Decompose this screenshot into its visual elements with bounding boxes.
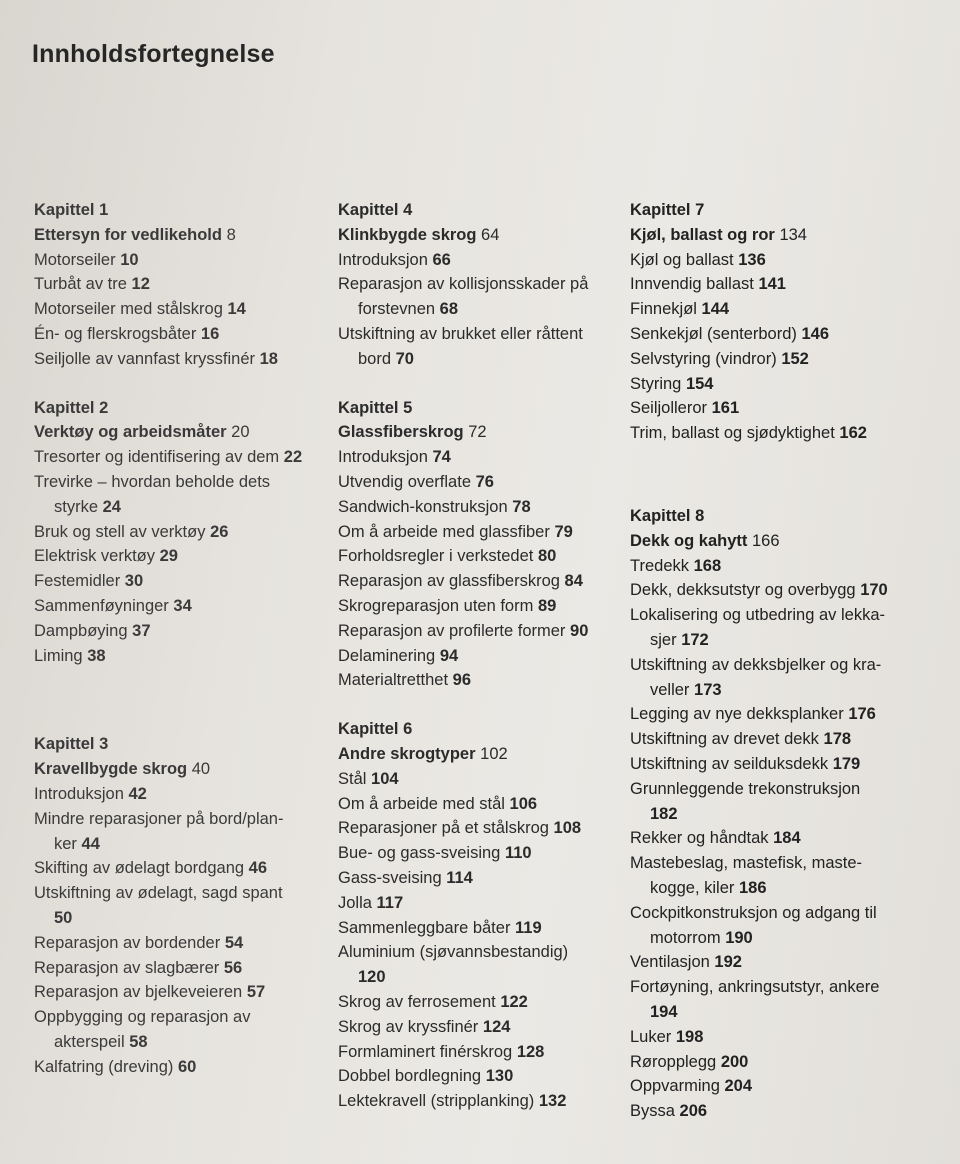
toc-entry-text: Trevirke – hvordan beholde dets bbox=[34, 472, 271, 491]
chapter-label: Kapittel 8 bbox=[630, 506, 705, 525]
toc-entry-continuation bbox=[338, 965, 618, 990]
toc-entry-text: Senkekjøl (senterbord) bbox=[630, 324, 797, 343]
toc-entry-text-continued: sjer bbox=[650, 630, 677, 649]
toc-entry-text: Formlaminert finérskrog bbox=[338, 1042, 513, 1061]
toc-entry[interactable] bbox=[34, 1055, 324, 1080]
toc-entry-page-number: 178 bbox=[823, 730, 852, 749]
chapter-title bbox=[34, 757, 324, 782]
toc-entry[interactable] bbox=[34, 594, 324, 619]
toc-entry-continuation bbox=[630, 926, 930, 951]
chapter-title-text: Dekk og kahytt bbox=[630, 531, 748, 550]
toc-entry-text: Kjøl og ballast bbox=[630, 250, 734, 269]
toc-entry-text: Introduksjon bbox=[34, 784, 124, 803]
toc-entry[interactable] bbox=[338, 916, 618, 941]
toc-entry-continuation bbox=[34, 906, 324, 931]
chapter-title-text: Verktøy og arbeidsmåter bbox=[34, 423, 227, 442]
toc-entry[interactable] bbox=[34, 445, 324, 470]
toc-entry[interactable] bbox=[338, 619, 618, 644]
toc-entry-text: Reparasjon av kollisjonsskader på bbox=[338, 275, 589, 294]
chapter-label: Kapittel 3 bbox=[34, 735, 109, 754]
toc-entry[interactable] bbox=[338, 644, 618, 669]
toc-entry-page-number: 18 bbox=[259, 349, 278, 368]
toc-entry[interactable] bbox=[338, 1040, 618, 1065]
chapter-label: Kapittel 7 bbox=[630, 201, 705, 219]
toc-entry-page-number: 66 bbox=[432, 250, 451, 269]
chapter-title-text: Ettersyn for vedlikehold bbox=[34, 225, 222, 244]
toc-entry[interactable] bbox=[338, 470, 618, 495]
toc-entry-page-number: 60 bbox=[178, 1057, 197, 1076]
toc-entry-page-number: 10 bbox=[120, 250, 139, 269]
toc-entry[interactable] bbox=[630, 297, 930, 322]
toc-entry-text: Byssa bbox=[630, 1102, 675, 1121]
toc-entry[interactable] bbox=[338, 668, 618, 693]
toc-entry-text: Utskiftning av dekksbjelker og kra- bbox=[630, 655, 882, 674]
toc-entry-text: Dampbøying bbox=[34, 621, 128, 640]
chapter-title-text: Glassfiberskrog bbox=[338, 423, 464, 442]
toc-entry[interactable] bbox=[34, 1005, 324, 1055]
toc-entry-text: Sammenføyninger bbox=[34, 596, 169, 615]
toc-entry-text: Tredekk bbox=[630, 556, 689, 575]
toc-entry-text: Utvendig overflate bbox=[338, 472, 471, 491]
toc-column-1 bbox=[34, 198, 324, 1080]
chapter-title-text: Klinkbygde skrog bbox=[338, 225, 477, 244]
toc-entry-text: Skrogreparasjon uten form bbox=[338, 596, 534, 615]
chapter-page-number: 102 bbox=[480, 744, 508, 763]
toc-entry-text: Lokalisering og utbedring av lekka- bbox=[630, 606, 885, 625]
toc-entry-continuation bbox=[630, 628, 930, 653]
toc-entry-page-number: 172 bbox=[681, 630, 709, 649]
toc-entry-text: Én- og flerskrogsbåter bbox=[34, 324, 197, 343]
chapter-label: Kapittel 6 bbox=[338, 720, 413, 739]
toc-entry-page-number: 57 bbox=[246, 983, 266, 1002]
chapter-block bbox=[338, 717, 618, 1114]
toc-entry-page-number: 152 bbox=[781, 349, 809, 368]
toc-entry-page-number: 146 bbox=[801, 324, 830, 343]
toc-entry-page-number: 130 bbox=[485, 1067, 514, 1086]
toc-entry-page-number: 200 bbox=[720, 1052, 749, 1071]
chapter-title bbox=[338, 223, 618, 248]
toc-entry-text: Bue- og gass-sveising bbox=[338, 844, 501, 863]
toc-entry[interactable] bbox=[630, 248, 930, 273]
chapter-label: Kapittel 5 bbox=[338, 398, 413, 417]
toc-entry-text: Fortøyning, ankringsutstyr, ankere bbox=[630, 978, 880, 997]
toc-entry-text: Bruk og stell av verktøy bbox=[34, 522, 206, 541]
toc-entry[interactable] bbox=[338, 569, 618, 594]
toc-entry[interactable] bbox=[338, 1089, 618, 1114]
chapter-title-text: Kravellbygde skrog bbox=[34, 760, 188, 779]
toc-entry[interactable] bbox=[630, 727, 930, 752]
toc-entry-page-number: 58 bbox=[129, 1032, 148, 1051]
chapter-block bbox=[34, 198, 324, 372]
toc-entry-continuation bbox=[630, 876, 930, 901]
toc-entry-page-number: 206 bbox=[679, 1102, 708, 1121]
toc-entry-text: Utskiftning av seilduksdekk bbox=[630, 754, 829, 773]
toc-entry-text-continued: styrke bbox=[54, 497, 99, 516]
toc-entry[interactable] bbox=[630, 1050, 930, 1075]
toc-entry[interactable] bbox=[630, 653, 930, 703]
chapter-page-number: 64 bbox=[481, 225, 500, 244]
toc-entry-text: Kalfatring (dreving) bbox=[34, 1057, 174, 1076]
toc-entry-text: Reparasjon av profilerte former bbox=[338, 621, 566, 640]
toc-entry-text: Seiljolleror bbox=[630, 399, 708, 418]
toc-entry-page-number: 186 bbox=[738, 878, 767, 897]
toc-entry[interactable] bbox=[338, 767, 618, 792]
toc-entry-page-number: 194 bbox=[650, 1002, 678, 1021]
toc-entry-page-number: 46 bbox=[248, 859, 268, 878]
toc-entry-text: Sammenleggbare båter bbox=[338, 918, 511, 937]
toc-entry-text: Turbåt av tre bbox=[34, 275, 127, 294]
toc-entry[interactable] bbox=[630, 347, 930, 372]
toc-entry[interactable] bbox=[34, 520, 324, 545]
toc-entry-text: Legging av nye dekksplanker bbox=[630, 705, 844, 724]
toc-entry-page-number: 108 bbox=[553, 819, 582, 838]
toc-entry-page-number: 56 bbox=[223, 958, 243, 977]
toc-entry[interactable] bbox=[34, 980, 324, 1005]
toc-entry-page-number: 128 bbox=[516, 1042, 545, 1061]
toc-entry-page-number: 34 bbox=[173, 596, 192, 615]
toc-entry[interactable] bbox=[34, 248, 324, 273]
toc-entry-page-number: 106 bbox=[509, 794, 538, 813]
chapter-title bbox=[34, 223, 324, 248]
toc-entry[interactable] bbox=[34, 569, 324, 594]
toc-entry[interactable] bbox=[34, 470, 324, 520]
toc-entry[interactable] bbox=[630, 421, 930, 446]
toc-entry-text-continued: veller bbox=[650, 680, 690, 699]
toc-entry-continuation bbox=[338, 347, 618, 372]
toc-entry-page-number: 122 bbox=[500, 992, 528, 1011]
toc-entry-continuation bbox=[34, 832, 324, 857]
toc-entry[interactable] bbox=[34, 782, 324, 807]
toc-entry-continuation bbox=[34, 495, 324, 520]
toc-entry-page-number: 141 bbox=[758, 275, 786, 294]
chapter-block bbox=[338, 198, 618, 372]
toc-entry-text-continued: akterspeil bbox=[54, 1032, 125, 1051]
chapter-title bbox=[338, 420, 618, 445]
chapter-label: Kapittel 1 bbox=[34, 201, 109, 219]
toc-entry-page-number: 79 bbox=[554, 522, 573, 541]
toc-entry-page-number: 136 bbox=[738, 250, 766, 269]
toc-entry[interactable] bbox=[338, 520, 618, 545]
toc-entry-page-number: 94 bbox=[439, 646, 459, 665]
toc-entry[interactable] bbox=[338, 1015, 618, 1040]
toc-entry-text-continued: forstevnen bbox=[358, 300, 436, 319]
toc-entry[interactable] bbox=[338, 1064, 618, 1089]
toc-entry-text: Oppbygging og reparasjon av bbox=[34, 1008, 251, 1027]
toc-entry[interactable] bbox=[630, 1074, 930, 1099]
toc-entry[interactable] bbox=[338, 940, 618, 990]
toc-entry-text-continued: kogge, kiler bbox=[650, 878, 735, 897]
toc-entry-page-number: 76 bbox=[475, 472, 494, 491]
toc-entry-page-number: 80 bbox=[537, 547, 557, 566]
toc-entry-text: Reparasjon av bjelkeveieren bbox=[34, 983, 243, 1002]
toc-entry[interactable] bbox=[338, 272, 618, 322]
toc-entry-page-number: 184 bbox=[773, 829, 801, 848]
toc-entry-text: Motorseiler bbox=[34, 250, 116, 269]
toc-entry-text: Luker bbox=[630, 1027, 672, 1046]
toc-entry-text: Aluminium (sjøvannsbestandig) bbox=[338, 943, 569, 962]
toc-entry-page-number: 119 bbox=[515, 918, 542, 937]
chapter-page-number: 72 bbox=[468, 423, 487, 442]
toc-entry[interactable] bbox=[338, 495, 618, 520]
chapter-title bbox=[630, 223, 930, 248]
toc-entry-text: Delaminering bbox=[338, 646, 436, 665]
toc-entry-text: Skrog av kryssfinér bbox=[338, 1017, 479, 1036]
toc-entry-page-number: 84 bbox=[564, 572, 583, 591]
toc-entry-page-number: 44 bbox=[81, 834, 100, 853]
toc-entry-page-number: 96 bbox=[452, 671, 471, 690]
toc-entry[interactable] bbox=[630, 372, 930, 397]
toc-entry-text: Reparasjoner på et stålskrog bbox=[338, 819, 549, 838]
toc-entry-page-number: 110 bbox=[504, 844, 532, 863]
toc-entry-continuation bbox=[630, 1000, 930, 1025]
toc-entry-text: Innvendig ballast bbox=[630, 275, 754, 294]
toc-entry-page-number: 68 bbox=[439, 300, 458, 319]
chapter-title-text: Andre skrogtyper bbox=[338, 744, 476, 763]
toc-entry-text: Mindre reparasjoner på bord/plan- bbox=[34, 809, 284, 828]
toc-entry-text: Dobbel bordlegning bbox=[338, 1067, 482, 1086]
toc-entry-page-number: 176 bbox=[848, 705, 876, 724]
toc-entry-text: Mastebeslag, mastefisk, maste- bbox=[630, 854, 862, 873]
toc-entry[interactable] bbox=[34, 322, 324, 347]
toc-entry-text: Skifting av ødelagt bordgang bbox=[34, 859, 245, 878]
toc-entry-text: Elektrisk verktøy bbox=[34, 547, 156, 566]
toc-entry-page-number: 50 bbox=[54, 908, 73, 927]
toc-entry-text: Ventilasjon bbox=[630, 953, 710, 972]
toc-entry-page-number: 204 bbox=[724, 1077, 752, 1096]
chapter-title bbox=[630, 529, 930, 554]
toc-entry-text: Om å arbeide med glassfiber bbox=[338, 522, 550, 541]
toc-entry-page-number: 24 bbox=[102, 497, 121, 516]
toc-entry-page-number: 190 bbox=[725, 928, 753, 947]
toc-entry-text-continued: bord bbox=[358, 349, 392, 368]
toc-entry-page-number: 104 bbox=[371, 769, 399, 788]
toc-entry-page-number: 161 bbox=[711, 399, 740, 418]
chapter-title-text: Kjøl, ballast og ror bbox=[630, 225, 775, 244]
toc-entry-page-number: 144 bbox=[701, 300, 730, 319]
toc-entry[interactable] bbox=[34, 347, 324, 372]
toc-entry-continuation bbox=[34, 1030, 324, 1055]
toc-entry[interactable] bbox=[34, 807, 324, 857]
toc-entry[interactable] bbox=[630, 1025, 930, 1050]
toc-entry-text: Seiljolle av vannfast kryssfinér bbox=[34, 349, 256, 368]
toc-entry[interactable] bbox=[34, 544, 324, 569]
toc-entry[interactable] bbox=[630, 950, 930, 975]
toc-entry-text: Gass-sveising bbox=[338, 868, 442, 887]
toc-entry[interactable] bbox=[630, 578, 930, 603]
toc-entry-page-number: 170 bbox=[860, 581, 888, 600]
toc-entry[interactable] bbox=[630, 322, 930, 347]
chapter-page-number: 166 bbox=[751, 531, 780, 550]
toc-entry-page-number: 14 bbox=[227, 300, 246, 319]
toc-entry-page-number: 30 bbox=[124, 572, 144, 591]
chapter-block bbox=[630, 504, 930, 1124]
toc-entry-page-number: 114 bbox=[446, 868, 473, 887]
toc-entry-text: Sandwich-konstruksjon bbox=[338, 497, 508, 516]
toc-entry[interactable] bbox=[338, 792, 618, 817]
toc-entry-page-number: 124 bbox=[482, 1017, 511, 1036]
toc-entry-page-number: 179 bbox=[832, 754, 861, 773]
toc-entry-text: Dekk, dekksutstyr og overbygg bbox=[630, 581, 856, 600]
chapter-title bbox=[34, 420, 324, 445]
toc-entry[interactable] bbox=[630, 826, 930, 851]
toc-entry-text: Finnekjøl bbox=[630, 300, 697, 319]
toc-entry-text: Introduksjon bbox=[338, 250, 428, 269]
toc-entry[interactable] bbox=[34, 644, 324, 669]
chapter-block bbox=[34, 732, 324, 1079]
chapter-block bbox=[34, 396, 324, 669]
toc-entry[interactable] bbox=[34, 881, 324, 931]
toc-entry-text: Lektekravell (stripplanking) bbox=[338, 1092, 535, 1111]
toc-entry[interactable] bbox=[338, 816, 618, 841]
toc-entry-text: Tresorter og identifisering av dem bbox=[34, 448, 280, 467]
toc-entry-text: Festemidler bbox=[34, 572, 121, 591]
toc-entry[interactable] bbox=[338, 322, 618, 372]
toc-entry-continuation bbox=[630, 678, 930, 703]
toc-column-2 bbox=[338, 198, 618, 1114]
toc-entry-page-number: 132 bbox=[538, 1092, 567, 1111]
toc-entry-page-number: 70 bbox=[395, 349, 414, 368]
toc-entry[interactable] bbox=[34, 619, 324, 644]
toc-entry-page-number: 74 bbox=[432, 448, 451, 467]
toc-entry-text: Selvstyring (vindror) bbox=[630, 349, 777, 368]
toc-entry-page-number: 29 bbox=[159, 547, 178, 566]
toc-entry-text: Introduksjon bbox=[338, 448, 428, 467]
toc-entry-text: Utskiftning av drevet dekk bbox=[630, 730, 819, 749]
chapter-title bbox=[338, 742, 618, 767]
toc-entry-page-number: 90 bbox=[570, 621, 589, 640]
toc-entry-page-number: 120 bbox=[358, 968, 386, 987]
toc-entry-page-number: 16 bbox=[200, 324, 220, 343]
chapter-page-number: 20 bbox=[231, 423, 250, 442]
toc-entry-page-number: 54 bbox=[224, 933, 244, 952]
toc-entry[interactable] bbox=[34, 956, 324, 981]
toc-entry-text: Utskiftning av ødelagt, sagd spant bbox=[34, 884, 283, 903]
toc-entry-text: Reparasjon av slagbærer bbox=[34, 958, 220, 977]
toc-entry-page-number: 38 bbox=[87, 646, 106, 665]
toc-entry-text: Reparasjon av bordender bbox=[34, 933, 221, 952]
chapter-label: Kapittel 4 bbox=[338, 201, 413, 219]
toc-entry-page-number: 154 bbox=[685, 374, 714, 393]
toc-entry-continuation bbox=[630, 802, 930, 827]
toc-entry[interactable] bbox=[338, 594, 618, 619]
toc-entry-text: Utskiftning av brukket eller råttent bbox=[338, 324, 583, 343]
toc-entry-text: Grunnleggende trekonstruksjon bbox=[630, 779, 861, 798]
toc-entry[interactable] bbox=[630, 1099, 930, 1124]
toc-entry[interactable] bbox=[338, 891, 618, 916]
toc-entry[interactable] bbox=[338, 990, 618, 1015]
toc-entry-text: Reparasjon av glassfiberskrog bbox=[338, 572, 560, 591]
toc-entry-text: Materialtretthet bbox=[338, 671, 449, 690]
toc-entry-text: Motorseiler med stålskrog bbox=[34, 300, 223, 319]
toc-entry[interactable] bbox=[630, 851, 930, 901]
toc-entry-text: Rekker og håndtak bbox=[630, 829, 769, 848]
toc-entry[interactable] bbox=[34, 272, 324, 297]
toc-entry[interactable] bbox=[630, 777, 930, 827]
page-title: Innholdsfortegnelse bbox=[32, 40, 275, 68]
toc-entry[interactable] bbox=[630, 752, 930, 777]
toc-entry-page-number: 42 bbox=[128, 784, 147, 803]
chapter-block bbox=[630, 198, 930, 446]
toc-entry-continuation bbox=[338, 297, 618, 322]
chapter-block bbox=[338, 396, 618, 694]
toc-entry-text: Liming bbox=[34, 646, 83, 665]
toc-entry-text-continued: motorrom bbox=[650, 928, 721, 947]
toc-entry[interactable] bbox=[630, 901, 930, 951]
toc-entry-text: Styring bbox=[630, 374, 682, 393]
toc-entry[interactable] bbox=[630, 272, 930, 297]
toc-entry[interactable] bbox=[630, 975, 930, 1025]
toc-entry-page-number: 78 bbox=[512, 497, 531, 516]
toc-entry-page-number: 192 bbox=[714, 953, 742, 972]
toc-entry-text: Røropplegg bbox=[630, 1052, 717, 1071]
chapter-label: Kapittel 2 bbox=[34, 398, 109, 417]
toc-entry-page-number: 173 bbox=[694, 680, 722, 699]
toc-entry[interactable] bbox=[34, 297, 324, 322]
chapter-page-number: 8 bbox=[226, 225, 236, 244]
toc-entry-text: Jolla bbox=[338, 893, 372, 912]
toc-entry[interactable] bbox=[338, 445, 618, 470]
toc-column-3 bbox=[630, 198, 930, 1124]
toc-entry[interactable] bbox=[34, 931, 324, 956]
toc-entry-text: Forholdsregler i verkstedet bbox=[338, 547, 534, 566]
toc-entry-page-number: 22 bbox=[283, 448, 303, 467]
toc-entry-page-number: 12 bbox=[131, 275, 150, 294]
toc-entry[interactable] bbox=[338, 248, 618, 273]
toc-entry-page-number: 168 bbox=[693, 556, 722, 575]
toc-entry[interactable] bbox=[630, 396, 930, 421]
toc-entry-text: Skrog av ferrosement bbox=[338, 992, 496, 1011]
toc-entry-page-number: 89 bbox=[537, 596, 557, 615]
toc-entry-page-number: 162 bbox=[839, 424, 867, 443]
toc-entry[interactable] bbox=[630, 702, 930, 727]
toc-entry[interactable] bbox=[338, 866, 618, 891]
toc-entry-text: Oppvarming bbox=[630, 1077, 720, 1096]
toc-entry-page-number: 198 bbox=[675, 1027, 704, 1046]
toc-entry[interactable] bbox=[34, 856, 324, 881]
toc-entry-page-number: 117 bbox=[376, 893, 404, 912]
toc-entry[interactable] bbox=[630, 554, 930, 579]
chapter-page-number: 40 bbox=[191, 760, 211, 779]
toc-entry-text: Cockpitkonstruksjon og adgang til bbox=[630, 903, 877, 922]
toc-entry-text: Trim, ballast og sjødyktighet bbox=[630, 424, 835, 443]
toc-entry-text: Stål bbox=[338, 769, 367, 788]
toc-entry-text: Om å arbeide med stål bbox=[338, 794, 505, 813]
toc-entry-page-number: 37 bbox=[132, 621, 151, 640]
toc-entry-page-number: 182 bbox=[650, 804, 678, 823]
toc-entry-text-continued: ker bbox=[54, 834, 77, 853]
toc-entry-page-number: 26 bbox=[210, 522, 229, 541]
toc-entry[interactable] bbox=[630, 603, 930, 653]
toc-entry[interactable] bbox=[338, 841, 618, 866]
chapter-page-number: 134 bbox=[779, 225, 807, 244]
toc-entry[interactable] bbox=[338, 544, 618, 569]
